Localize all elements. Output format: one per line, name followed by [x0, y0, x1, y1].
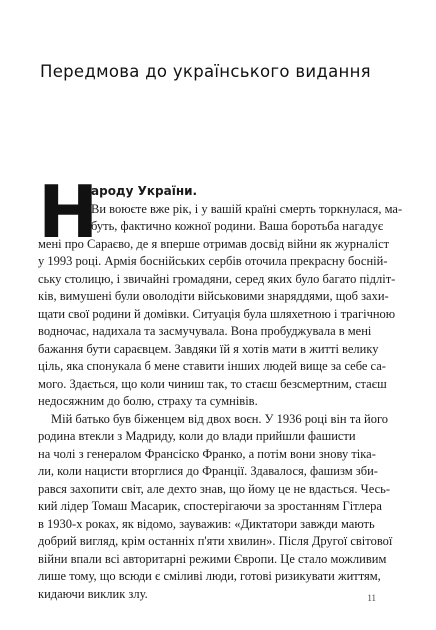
text-line: водночас, надихала та засмучувала. Вона пробуджувала в мені — [38, 324, 372, 338]
greeting: ароду України — [91, 184, 193, 198]
text-line: щати свої родини й домівки. Ситуація була шляхетною і трагічною — [38, 306, 396, 321]
text-line: буть, фактично кожної родини. Ваша боротьба нагадує — [91, 219, 384, 233]
text-line: недосяжним до болю, страху та сумнівів. — [38, 394, 258, 408]
text-line: Мій батько був біженцем від двох воєн. У 1936 році він та його — [51, 411, 389, 426]
text-line: у 1993 році. Армія боснійських сербів оточила прекрасну босній- — [38, 254, 388, 268]
drop-cap: Н — [38, 170, 99, 254]
text-line: на чолі з генералом Франсіско Франко, а потім вони знову тіка- — [38, 446, 376, 461]
text-line: ли, коли нацисти вторглися до Франції. Здавалося, фашизм зби- — [38, 464, 378, 478]
text-line: бажання бути сараєвцем. Завдяки їй я хотів мати в житті велику — [38, 341, 379, 356]
text-line: добрий вигляд, крім останніх п'яти хвилин». Після Другої світової — [38, 534, 393, 548]
text-line: лише тому, що всюди є сміливі люди, готові ризикувати життям, — [38, 569, 381, 583]
body-text — [38, 183, 403, 603]
text-line: кий лідер Томаш Масарик, спостерігаючи за зростанням Гітлера — [38, 499, 382, 513]
text-line: родина втекли з Мадриду, коли до влади прийшли фашисти — [38, 429, 356, 443]
text-line: війни впали всі авторитарні режими Європи. Це стало можливим — [38, 551, 387, 566]
text-line: мого. Здається, що коли чиниш так, то стаєш безсмертним, стаєш — [38, 376, 387, 391]
text-line: ків, вимушені були оволодіти військовими знаряддями, щоб захи- — [38, 289, 389, 303]
greeting-line — [91, 183, 391, 201]
text-line: кидаючи виклик злу. — [38, 586, 148, 601]
text-line: рався захопити світ, але дехто знав, що йому це не вдасться. Чесь- — [38, 481, 391, 496]
text-line: в 1930-х роках, як відомо, зауважив: «Диктатори завжди мають — [38, 516, 375, 531]
greeting-punctuation: . — [192, 184, 198, 198]
text-line: мені про Сараєво, де я вперше отримав досвід війни як журналіст — [38, 236, 390, 251]
text-line: ціль, яка спонукала б мене ставити інших людей вище за себе са- — [38, 359, 386, 373]
page-number: 11 — [367, 593, 376, 603]
text-line: ську столицю, і звичайні громадяни, серед яких було багато підліт- — [38, 271, 396, 286]
page-title: Передмова до українського видання — [40, 62, 371, 81]
text-line: Ви воюєте вже рік, і у вашій країні смерть торкнулася, ма- — [91, 201, 403, 216]
